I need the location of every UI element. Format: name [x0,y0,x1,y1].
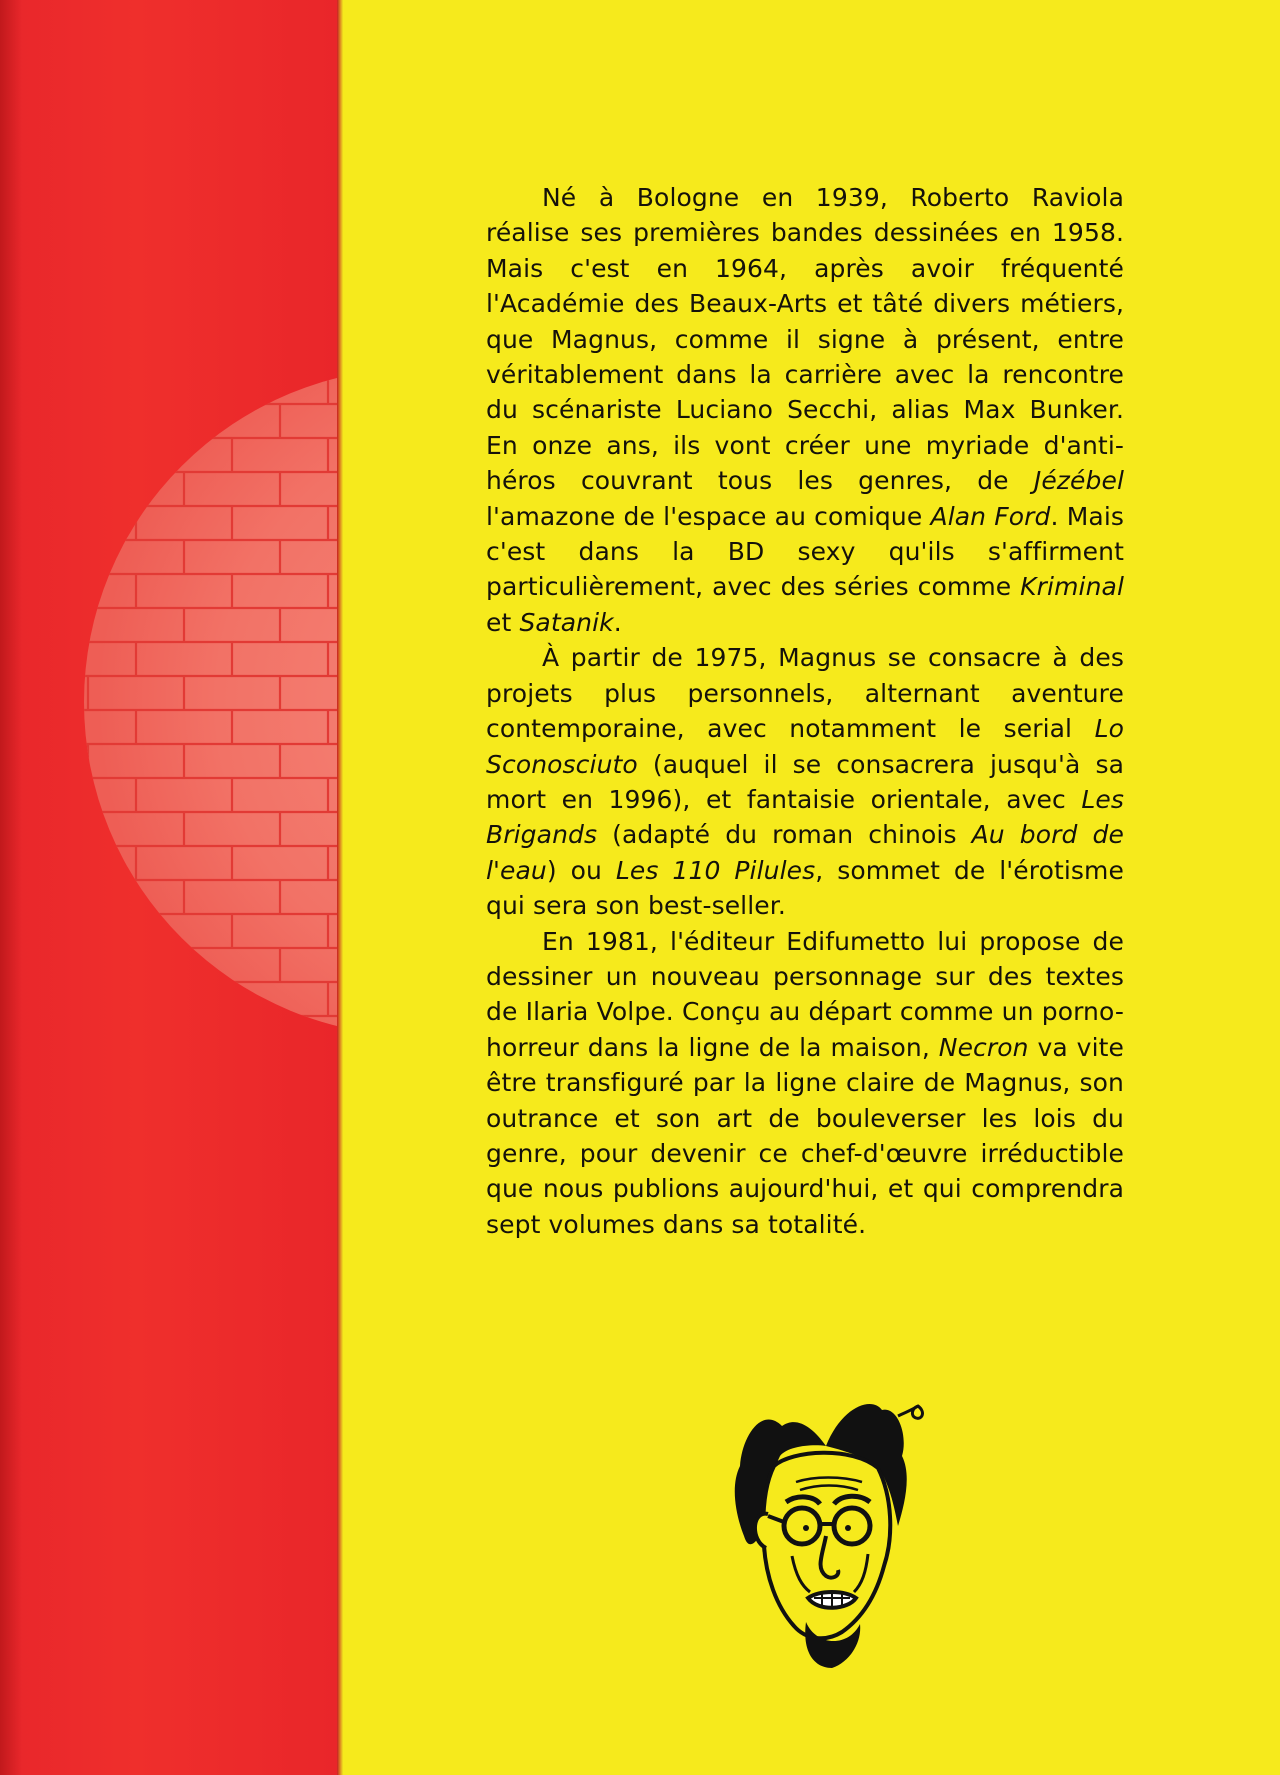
text-run: . [613,607,622,637]
title-necron: Necron [938,1032,1029,1062]
title-jezebel: Jézébel [1033,466,1124,496]
text-run: (auquel il se consacrera jusqu'à sa mort en 1996), et fantaisie orientale, avec [486,749,1124,814]
text-run: En 1981, l'éditeur Edifumetto lui propose de dessiner un nouveau personnage sur des textes de Ilaria Volpe. Conçu au départ comme un porno-horreur dans la ligne de la maison, [486,926,1124,1062]
text-run: . Mais c'est dans la BD sexy qu'ils s'affirment particulièrement, avec des séries comme [486,501,1124,602]
caricature-glasses-left [784,1508,820,1544]
band-edge [337,0,343,1775]
text-run: (adapté du roman chinois [597,820,972,850]
text-run: , sommet de l'érotisme qui sera son best-seller. [486,855,1124,921]
text-run: va vite être transfiguré par la ligne claire de Magnus, son outrance et son art de bouleverser les lois du genre, pour devenir ce chef-d'œuvre irréductible que nous publions aujourd'hui, et qui comprendra sept volumes dans sa totalité. [486,1032,1125,1239]
biography-text [486,180,1124,1242]
caricature-face [763,1453,890,1639]
title-alan-ford: Alan Ford [930,501,1051,531]
text-run: l'amazone de l'espace au comique [486,501,931,531]
title-les-110-pilules: Les 110 Pilules [615,855,816,885]
text-run: et [486,607,520,637]
title-kriminal: Kriminal [1020,572,1124,602]
caricature-ear [755,1514,768,1548]
title-au-bord-de-leau: Au bord de l'eau [486,820,1124,885]
red-spine-band [0,0,340,1775]
title-lo-sconosciuto: Lo Sconosciuto [486,714,1124,779]
text-run: ) ou [546,855,616,885]
title-les-brigands: Les Brigands [486,784,1124,850]
title-satanik: Satanik [519,607,614,637]
text-run: À partir de 1975, Magnus se consacre à des projets plus personnels, alternant aventure contemporaine, avec notamment le serial [486,643,1124,744]
paragraph-3 [486,924,1124,1243]
paragraph-1 [486,180,1124,640]
text-run: Né à Bologne en 1939, Roberto Raviola réalise ses premières bandes dessinées en 1958. Mais c'est en 1964, après avoir fréquenté l'Académie des Beaux-Arts et tâté divers métiers, que Magnus, comme il signe à présent, entre véritablement dans la carrière avec la rencontre du scénariste Luciano Secchi, alias Max Bunker. En onze ans, ils vont créer une myriade d'anti-héros couvrant tous les genres, de [486,183,1124,496]
caricature-glasses-right [834,1508,870,1544]
author-caricature-illustration [722,1386,928,1686]
paragraph-2 [486,640,1124,923]
brick-wall-circle-illustration [0,0,340,1775]
